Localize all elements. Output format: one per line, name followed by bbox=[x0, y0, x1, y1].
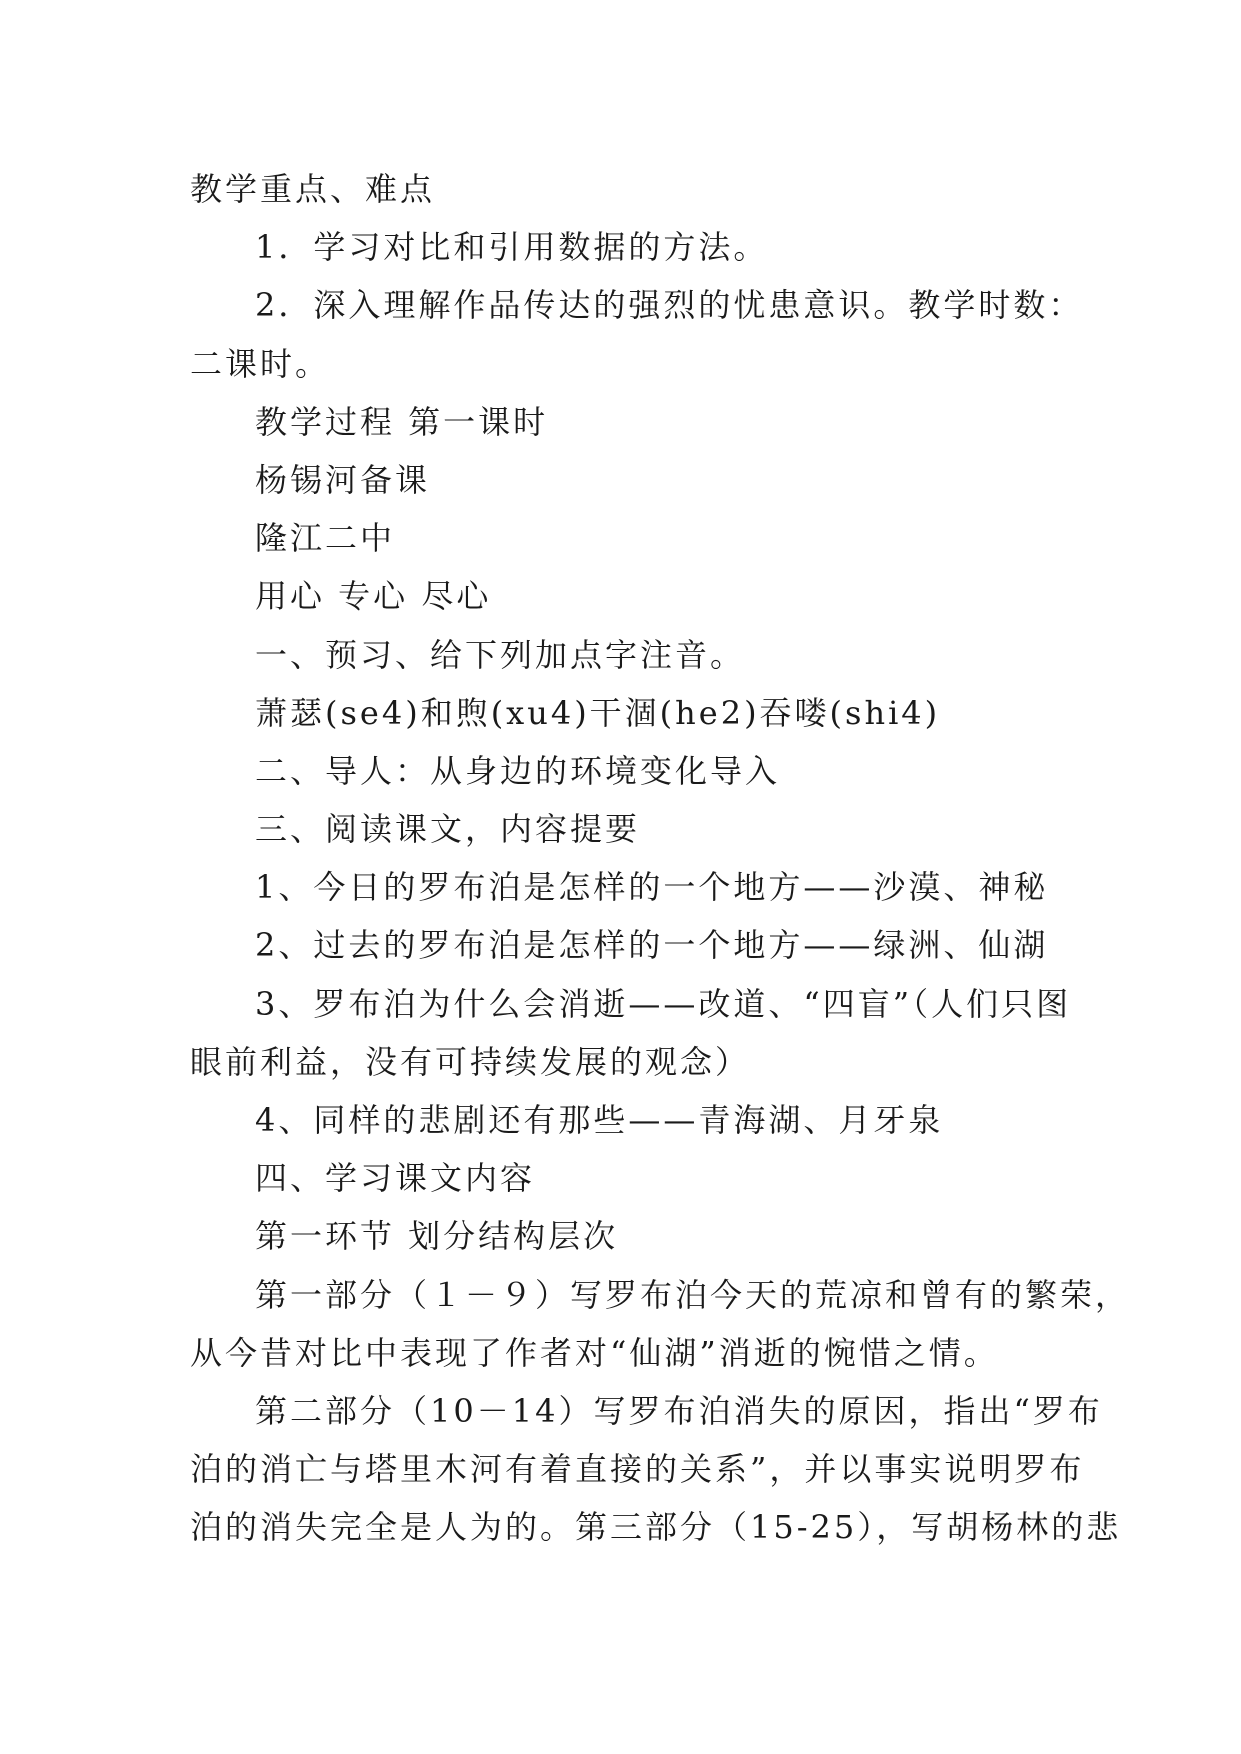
paragraph-line: 二课时。 bbox=[190, 344, 331, 383]
paragraph-line: 泊的消失完全是人为的。第三部分（15-25），写胡杨林的悲 bbox=[190, 1508, 1122, 1547]
paragraph-line: 杨锡河备课 bbox=[255, 460, 431, 499]
heading-key-points: 教学重点、难点 bbox=[190, 170, 436, 208]
paragraph-line: 第二部分（10－14）写罗布泊消失的原因，指出“罗布 bbox=[255, 1391, 1103, 1430]
paragraph-line: 四、学习课文内容 bbox=[255, 1159, 536, 1198]
paragraph-line: 1．学习对比和引用数据的方法。 bbox=[255, 228, 769, 267]
paragraph-line: 泊的消亡与塔里木河有着直接的关系”，并以事实说明罗布 bbox=[190, 1450, 1085, 1489]
paragraph-line: 眼前利益，没有可持续发展的观念） bbox=[190, 1042, 751, 1081]
paragraph-line: 隆江二中 bbox=[255, 519, 396, 558]
paragraph-line: 从今昔对比中表现了作者对“仙湖”消逝的惋惜之情。 bbox=[190, 1333, 999, 1372]
paragraph-line: 用心 专心 尽心 bbox=[255, 577, 492, 616]
paragraph-line: 三、阅读课文，内容提要 bbox=[255, 810, 641, 849]
paragraph-line: 二、导人：从身边的环境变化导入 bbox=[255, 751, 781, 790]
paragraph-line: 第一环节 划分结构层次 bbox=[255, 1217, 619, 1256]
paragraph-line: 萧瑟(se4)和煦(xu4)干涸(he2)吞喽(shi4) bbox=[255, 693, 941, 732]
paragraph-line: 2、过去的罗布泊是怎样的一个地方——绿洲、仙湖 bbox=[255, 926, 1049, 965]
paragraph-line: 2．深入理解作品传达的强烈的忧患意识。教学时数： bbox=[255, 286, 1084, 325]
paragraph-line: 一、预习、给下列加点字注音。 bbox=[255, 635, 746, 674]
paragraph-line: 教学过程 第一课时 bbox=[255, 402, 549, 441]
paragraph-line: 第一部分（１－９）写罗布泊今天的荒凉和曾有的繁荣， bbox=[255, 1275, 1131, 1314]
paragraph-line: 4、同样的悲剧还有那些——青海湖、月牙泉 bbox=[255, 1101, 944, 1139]
paragraph-line: 1、今日的罗布泊是怎样的一个地方——沙漠、神秘 bbox=[255, 868, 1049, 907]
paragraph-line: 3、罗布泊为什么会消逝——改道、“四盲”（人们只图 bbox=[255, 984, 1072, 1023]
document-body bbox=[190, 160, 1131, 1557]
